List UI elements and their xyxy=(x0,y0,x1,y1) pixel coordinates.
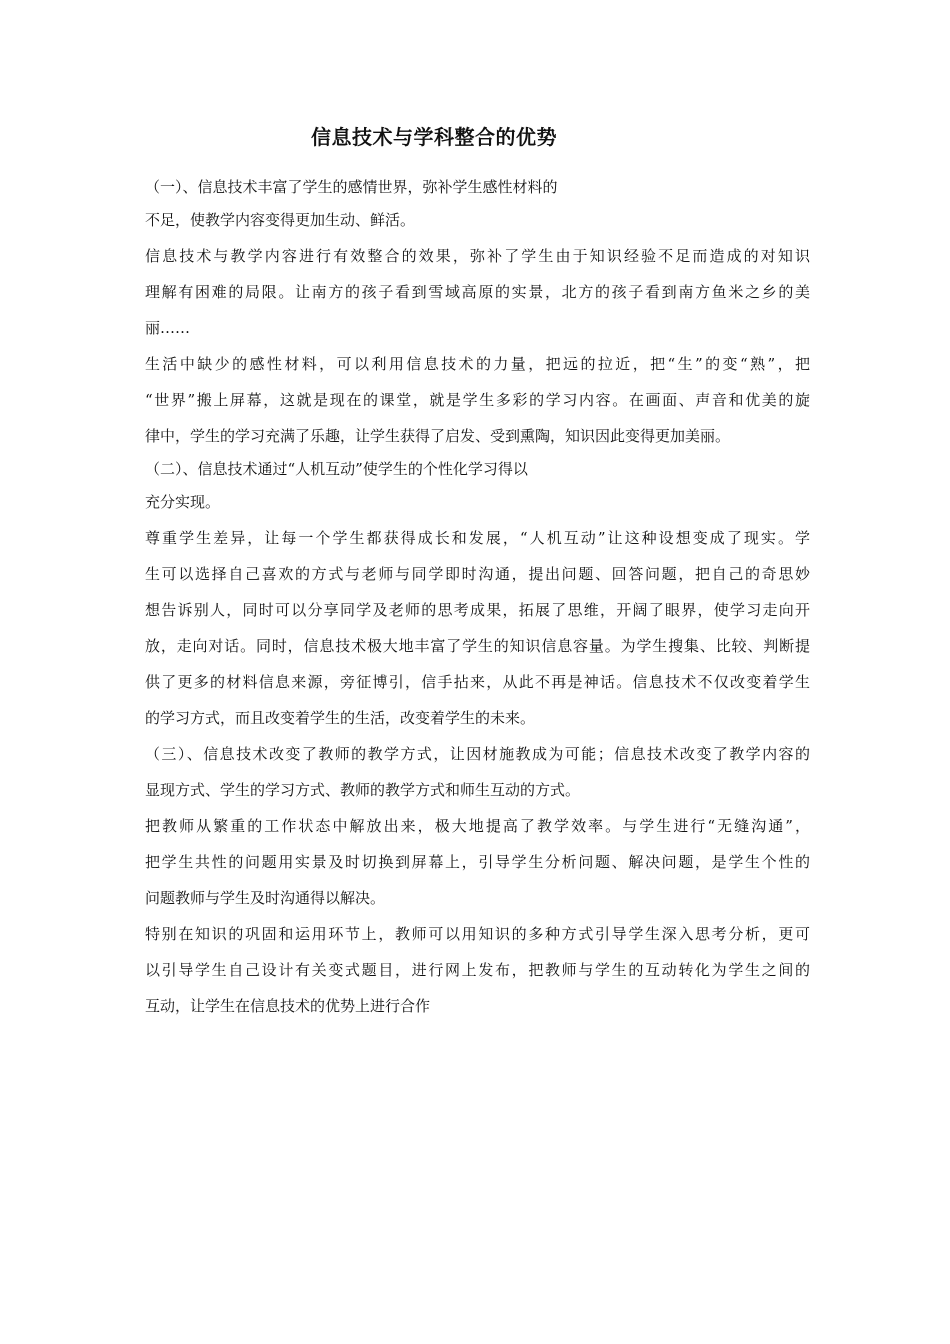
paragraph-line: 供了更多的材料信息来源，旁征博引，信手拈来，从此不再是神话。信息技术不仅改变着学生 xyxy=(145,673,810,691)
paragraph-line: 尊重学生差异，让每一个学生都获得成长和发展，“人机互动”让这种设想变成了现实。学 xyxy=(145,529,810,547)
paragraph-line: 的学习方式，而且改变着学生的生活，改变着学生的未来。 xyxy=(145,709,536,727)
paragraph-line: 把学生共性的问题用实景及时切换到屏幕上，引导学生分析问题、解决问题，是学生个性的 xyxy=(145,853,810,871)
paragraph-line: 信息技术与教学内容进行有效整合的效果，弥补了学生由于知识经验不足而造成的对知识 xyxy=(145,247,810,265)
paragraph-line: 想告诉别人，同时可以分享同学及老师的思考成果，拓展了思维，开阔了眼界，使学习走向开 xyxy=(145,601,810,619)
paragraph-line: 丽…… xyxy=(145,319,191,337)
section-1-heading-cont: 不足，使教学内容变得更加生动、鲜活。 xyxy=(145,211,416,229)
section-3-heading-cont: 显现方式、学生的学习方式、教师的教学方式和师生互动的方式。 xyxy=(145,781,581,799)
paragraph-line: 放，走向对话。同时，信息技术极大地丰富了学生的知识信息容量。为学生搜集、比较、判断提 xyxy=(145,637,810,655)
paragraph-line: 生可以选择自己喜欢的方式与老师与同学即时沟通，提出问题、回答问题，把自己的奇思妙 xyxy=(145,565,810,583)
paragraph-line: “世界”搬上屏幕，这就是现在的课堂，就是学生多彩的学习内容。在画面、声音和优美的旋 xyxy=(145,391,810,409)
paragraph-line: 以引导学生自己设计有关变式题目，进行网上发布，把教师与学生的互动转化为学生之间的 xyxy=(145,961,810,979)
paragraph-line: 互动，让学生在信息技术的优势上进行合作 xyxy=(145,997,431,1015)
section-2-heading-cont: 充分实现。 xyxy=(145,493,221,511)
document-title: 信息技术与学科整合的优势 xyxy=(311,125,557,149)
section-2-heading: （二）、信息技术通过“人机互动”使学生的个性化学习得以 xyxy=(145,460,528,478)
section-1-heading: （一）、信息技术丰富了学生的感情世界，弥补学生感性材料的 xyxy=(145,178,558,196)
paragraph-line: 特别在知识的巩固和运用环节上，教师可以用知识的多种方式引导学生深入思考分析，更可 xyxy=(145,925,810,943)
paragraph-line: 理解有困难的局限。让南方的孩子看到雪域高原的实景，北方的孩子看到南方鱼米之乡的美 xyxy=(145,283,810,301)
document-body xyxy=(145,172,810,1024)
paragraph-line: 把教师从繁重的工作状态中解放出来，极大地提高了教学效率。与学生进行“无缝沟通”， xyxy=(145,817,810,835)
section-3-heading: （三）、信息技术改变了教师的教学方式，让因材施教成为可能；信息技术改变了教学内容的 xyxy=(145,745,810,763)
paragraph-line: 生活中缺少的感性材料，可以利用信息技术的力量，把远的拉近，把“生”的变“熟”，把 xyxy=(145,355,810,373)
paragraph-line: 问题教师与学生及时沟通得以解决。 xyxy=(145,889,386,907)
paragraph-line: 律中，学生的学习充满了乐趣，让学生获得了启发、受到熏陶，知识因此变得更加美丽。 xyxy=(145,427,731,445)
